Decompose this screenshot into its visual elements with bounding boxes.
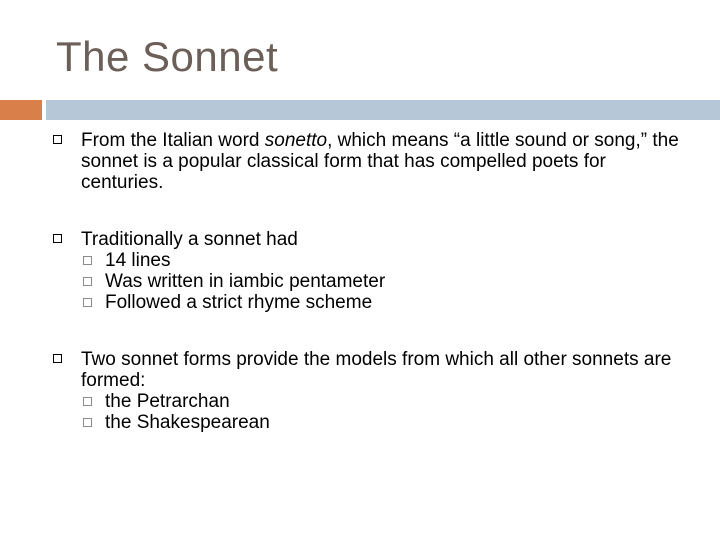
subitem-list-traditional (81, 250, 693, 313)
bullet-emphasis: sonetto (264, 130, 328, 151)
square-bullet-icon (53, 135, 62, 144)
subitem-text: Was written in iambic pentameter (105, 271, 386, 292)
subitem-text: the Petrarchan (105, 391, 230, 412)
subitem-text: Followed a strict rhyme scheme (105, 292, 373, 313)
subitem-text: the Shakespearean (105, 412, 270, 433)
title-rule-accent (0, 100, 42, 120)
bullet-item-traditional (53, 229, 693, 313)
bullet-text-origin (81, 130, 693, 193)
bullet-text-forms: Two sonnet forms provide the models from which all other sonnets are formed: (81, 349, 672, 391)
title-rule-bar (46, 100, 720, 120)
bullet-item-origin (53, 130, 693, 193)
bullet-text-before: From the Italian word (81, 130, 265, 151)
square-bullet-icon (53, 234, 62, 243)
bullet-text-traditional: Traditionally a sonnet had (81, 229, 298, 250)
square-bullet-icon (53, 354, 62, 363)
subitem (81, 271, 693, 292)
bullet-text-after: , which means “a little sound or song,” the sonnet is a popular classical form that has compelled poets for centuries. (81, 130, 679, 193)
small-square-bullet-icon (83, 418, 92, 427)
small-square-bullet-icon (83, 277, 92, 286)
slide-title: The Sonnet (56, 33, 279, 80)
subitem (81, 391, 693, 412)
subitem (81, 292, 693, 313)
small-square-bullet-icon (83, 397, 92, 406)
subitem-list-forms (81, 391, 693, 433)
bullet-item-forms (53, 349, 693, 433)
small-square-bullet-icon (83, 298, 92, 307)
small-square-bullet-icon (83, 256, 92, 265)
slide-content (53, 130, 693, 433)
subitem-text: 14 lines (105, 250, 171, 271)
subitem (81, 412, 693, 433)
subitem (81, 250, 693, 271)
